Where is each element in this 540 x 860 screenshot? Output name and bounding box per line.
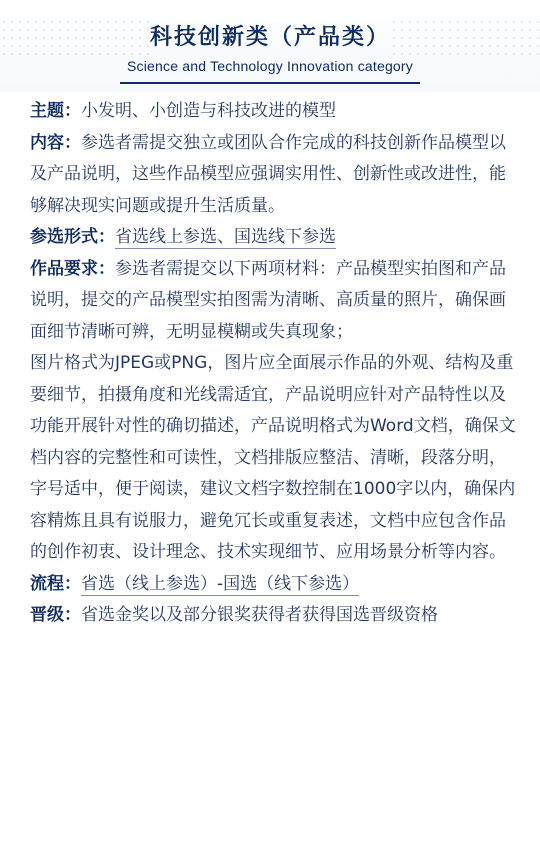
promotion-section <box>30 600 516 632</box>
format-text: 图片格式为JPEG或PNG，图片应全面展示作品的外观、结构及重要细节，拍摄角度和光线需适宜，产品说明应针对产品特性以及功能开展针对性的确切描述，产品说明格式为Word文档，确保文档内容的完整性和可读性，文档排版应整洁、清晰，段落分明，字号适中，便于阅读，建议文档字数控制在1000字以内，确保内容精炼且具有说服力，避免冗长或重复表述，文档中应包含作品的创作初衷、设计理念、技术实现细节、应用场景分析等内容。 <box>30 353 516 562</box>
theme-text: 小发明、小创造与科技改进的模型 <box>81 101 336 121</box>
title-underline <box>120 82 420 84</box>
page-title-english: Science and Technology Innovation category <box>126 58 413 74</box>
theme-section <box>30 96 516 128</box>
content-text: 参选者需提交独立或团队合作完成的科技创新作品模型以及产品说明，这些作品模型应强调实用性、创新性或改进性，能够解决现实问题或提升生活质量。 <box>30 132 506 216</box>
selection-form-section <box>30 222 516 254</box>
content-section <box>30 128 516 223</box>
requirements-label: 作品要求： <box>30 258 115 279</box>
page-title-chinese: 科技创新类（产品类） <box>149 25 390 50</box>
selection-form-label: 参选形式： <box>30 227 115 247</box>
requirements-text: 参选者需提交以下两项材料：产品模型实拍图和产品说明，提交的产品模型实拍图需为清晰、高质量的照片，确保画面细节清晰可辨，无明显模糊或失真现象； <box>30 258 506 342</box>
promotion-label: 晋级： <box>30 605 81 625</box>
selection-form-text: 省选线上参选、国选线下参选 <box>115 227 336 247</box>
requirements-section <box>30 254 516 349</box>
format-section <box>30 348 516 569</box>
process-label: 流程： <box>30 573 81 594</box>
process-text: 省选（线上参选）-国选（线下参选） <box>81 573 360 594</box>
content-label: 内容： <box>30 132 81 153</box>
process-section <box>30 569 516 601</box>
promotion-text: 省选金奖以及部分银奖获得者获得国选晋级资格 <box>81 605 438 625</box>
watermark <box>0 844 120 858</box>
document-content <box>30 96 516 632</box>
theme-label: 主题： <box>30 101 81 121</box>
